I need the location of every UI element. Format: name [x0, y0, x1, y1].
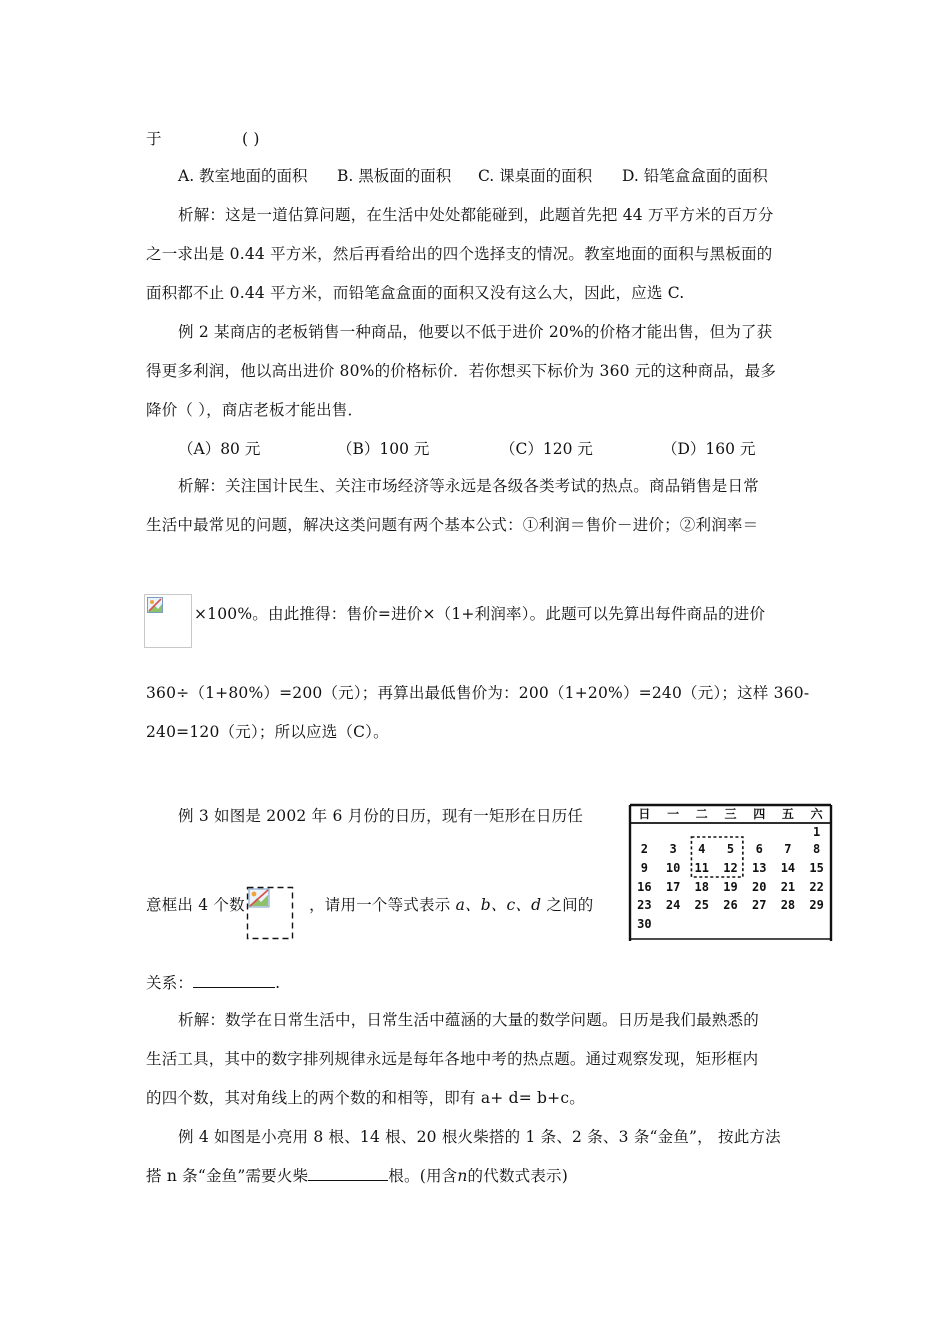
option-a: （A）80 元	[178, 440, 261, 458]
calendar-header-1: 一	[667, 807, 680, 821]
calendar-day: 23	[637, 898, 652, 912]
question-tail	[146, 127, 260, 149]
calendar-header-6: 六	[810, 807, 823, 821]
option-d: D. 铅笔盒盒面的面积	[622, 167, 768, 185]
analysis-2-line1: 析解：关注国计民生、关注市场经济等永远是各级各类考试的热点。商品销售是日常	[178, 477, 759, 495]
calendar-day: 28	[780, 898, 796, 912]
answer-paren: ( )	[241, 130, 260, 148]
calendar-day: 8	[813, 842, 821, 856]
calendar-day: 24	[665, 898, 681, 912]
calendar-day: 5	[726, 842, 735, 856]
answer-blank	[308, 1166, 388, 1181]
analysis-2-line2: 生活中最常见的问题，解决这类问题有两个基本公式：①利润＝售价－进价；②利润率＝	[146, 516, 759, 534]
calendar-day: 30	[637, 917, 652, 931]
calendar-day: 4	[698, 842, 706, 856]
calendar-day: 22	[809, 880, 824, 894]
calendar-day: 29	[809, 898, 824, 912]
calendar-day: 13	[751, 861, 767, 875]
variables: a、b、c、d	[455, 896, 542, 914]
example-4-line1: 例 4 如图是小亮用 8 根、14 根、20 根火柴搭的 1 条、2 条、3 条“金鱼”， 按此方法	[178, 1128, 781, 1146]
calendar-day: 19	[723, 880, 738, 894]
analysis-3-line1: 析解：数学在日常生活中，日常生活中蕴涵的大量的数学问题。日历是我们最熟悉的	[178, 1011, 759, 1029]
option-b: （B）100 元	[337, 440, 430, 458]
answer-blank	[193, 973, 275, 988]
example-3-line2	[146, 893, 593, 915]
calendar-day: 25	[694, 898, 710, 912]
calendar-day: 2	[640, 842, 648, 856]
option-b: B. 黑板面的面积	[337, 167, 452, 185]
calendar-day: 27	[751, 898, 767, 912]
calendar-day: 21	[780, 880, 796, 894]
text: 搭 n 条“金鱼”需要火柴	[146, 1167, 309, 1185]
example-2-line2: 得更多利润，他以高出进价 80%的价格标价．若你想买下标价为 360 元的这种商品，最多	[146, 362, 777, 380]
analysis-2-line4: 360÷（1+80%）=200（元）；再算出最低售价为：200（1+20%）=240（元）；这样 360-	[146, 684, 810, 702]
calendar-day: 12	[723, 861, 738, 875]
text: 意框出 4 个数	[146, 896, 245, 914]
calendar-day: 3	[669, 842, 677, 856]
calendar-day: 1	[813, 825, 821, 839]
example-3-line1: 例 3 如图是 2002 年 6 月份的日历，现有一矩形在日历任	[178, 807, 584, 825]
calendar-day: 16	[637, 880, 652, 894]
calendar-day: 11	[694, 861, 710, 875]
analysis-2-line3: ×100%。由此推得：售价=进价×（1+利润率）。此题可以先算出每件商品的进价	[194, 605, 766, 623]
text: .	[275, 974, 281, 992]
analysis-2-line5: 240=120（元）；所以应选（C）。	[146, 723, 389, 741]
broken-image-icon	[144, 594, 192, 648]
calendar-day: 15	[809, 861, 824, 875]
calendar-header-5: 五	[781, 807, 794, 821]
calendar-day: 26	[723, 898, 738, 912]
calendar-header-0: 日	[638, 807, 651, 821]
option-c: （C）120 元	[500, 440, 593, 458]
calendar-day: 17	[665, 880, 681, 894]
example-2-line1: 例 2 某商店的老板销售一种商品，他要以不低于进价 20%的价格才能出售，但为了获	[178, 323, 773, 341]
text: ，请用一个等式表示	[309, 896, 451, 914]
calendar-day: 6	[755, 842, 763, 856]
june-2002-calendar	[628, 803, 833, 943]
calendar-day: 10	[665, 861, 681, 875]
calendar-day: 14	[780, 861, 796, 875]
text: 之间的	[546, 896, 594, 914]
analysis-3-line2: 生活工具，其中的数字排列规律永远是每年各地中考的热点题。通过观察发现，矩形框内	[146, 1050, 759, 1068]
example-2-line3: 降价（ ），商店老板才能出售．	[146, 401, 364, 419]
calendar-day: 20	[751, 880, 767, 894]
calendar-day: 7	[784, 842, 792, 856]
calendar-day: 9	[640, 861, 648, 875]
variable-n: n	[457, 1167, 468, 1185]
option-a: A. 教室地面的面积	[178, 167, 308, 185]
dashed-box-image	[246, 886, 294, 940]
text: 根。(用含	[388, 1167, 458, 1185]
text: 关系：	[146, 974, 194, 992]
text: 于	[146, 130, 162, 148]
option-c: C. 课桌面的面积	[478, 167, 593, 185]
calendar-header-2: 二	[695, 807, 708, 821]
example-4-line2	[146, 1164, 568, 1186]
analysis-1-line1: 析解：这是一道估算问题，在生活中处处都能碰到，此题首先把 44 万平方米的百万分	[178, 206, 774, 224]
calendar-header-4: 四	[753, 807, 766, 821]
analysis-1-line3: 面积都不止 0.44 平方米，而铅笔盒盒面的面积又没有这么大，因此，应选 C.	[146, 284, 685, 302]
text: 的代数式表示)	[467, 1167, 568, 1185]
calendar-day: 18	[694, 880, 710, 894]
example-3-line3	[146, 971, 280, 993]
option-d: （D）160 元	[662, 440, 756, 458]
analysis-1-line2: 之一求出是 0.44 平方米，然后再看给出的四个选择支的情况。教室地面的面积与黑板面的	[146, 245, 773, 263]
analysis-3-line3: 的四个数，其对角线上的两个数的和相等，即有 a+ d= b+c。	[146, 1089, 585, 1107]
calendar-header-3: 三	[724, 807, 737, 821]
